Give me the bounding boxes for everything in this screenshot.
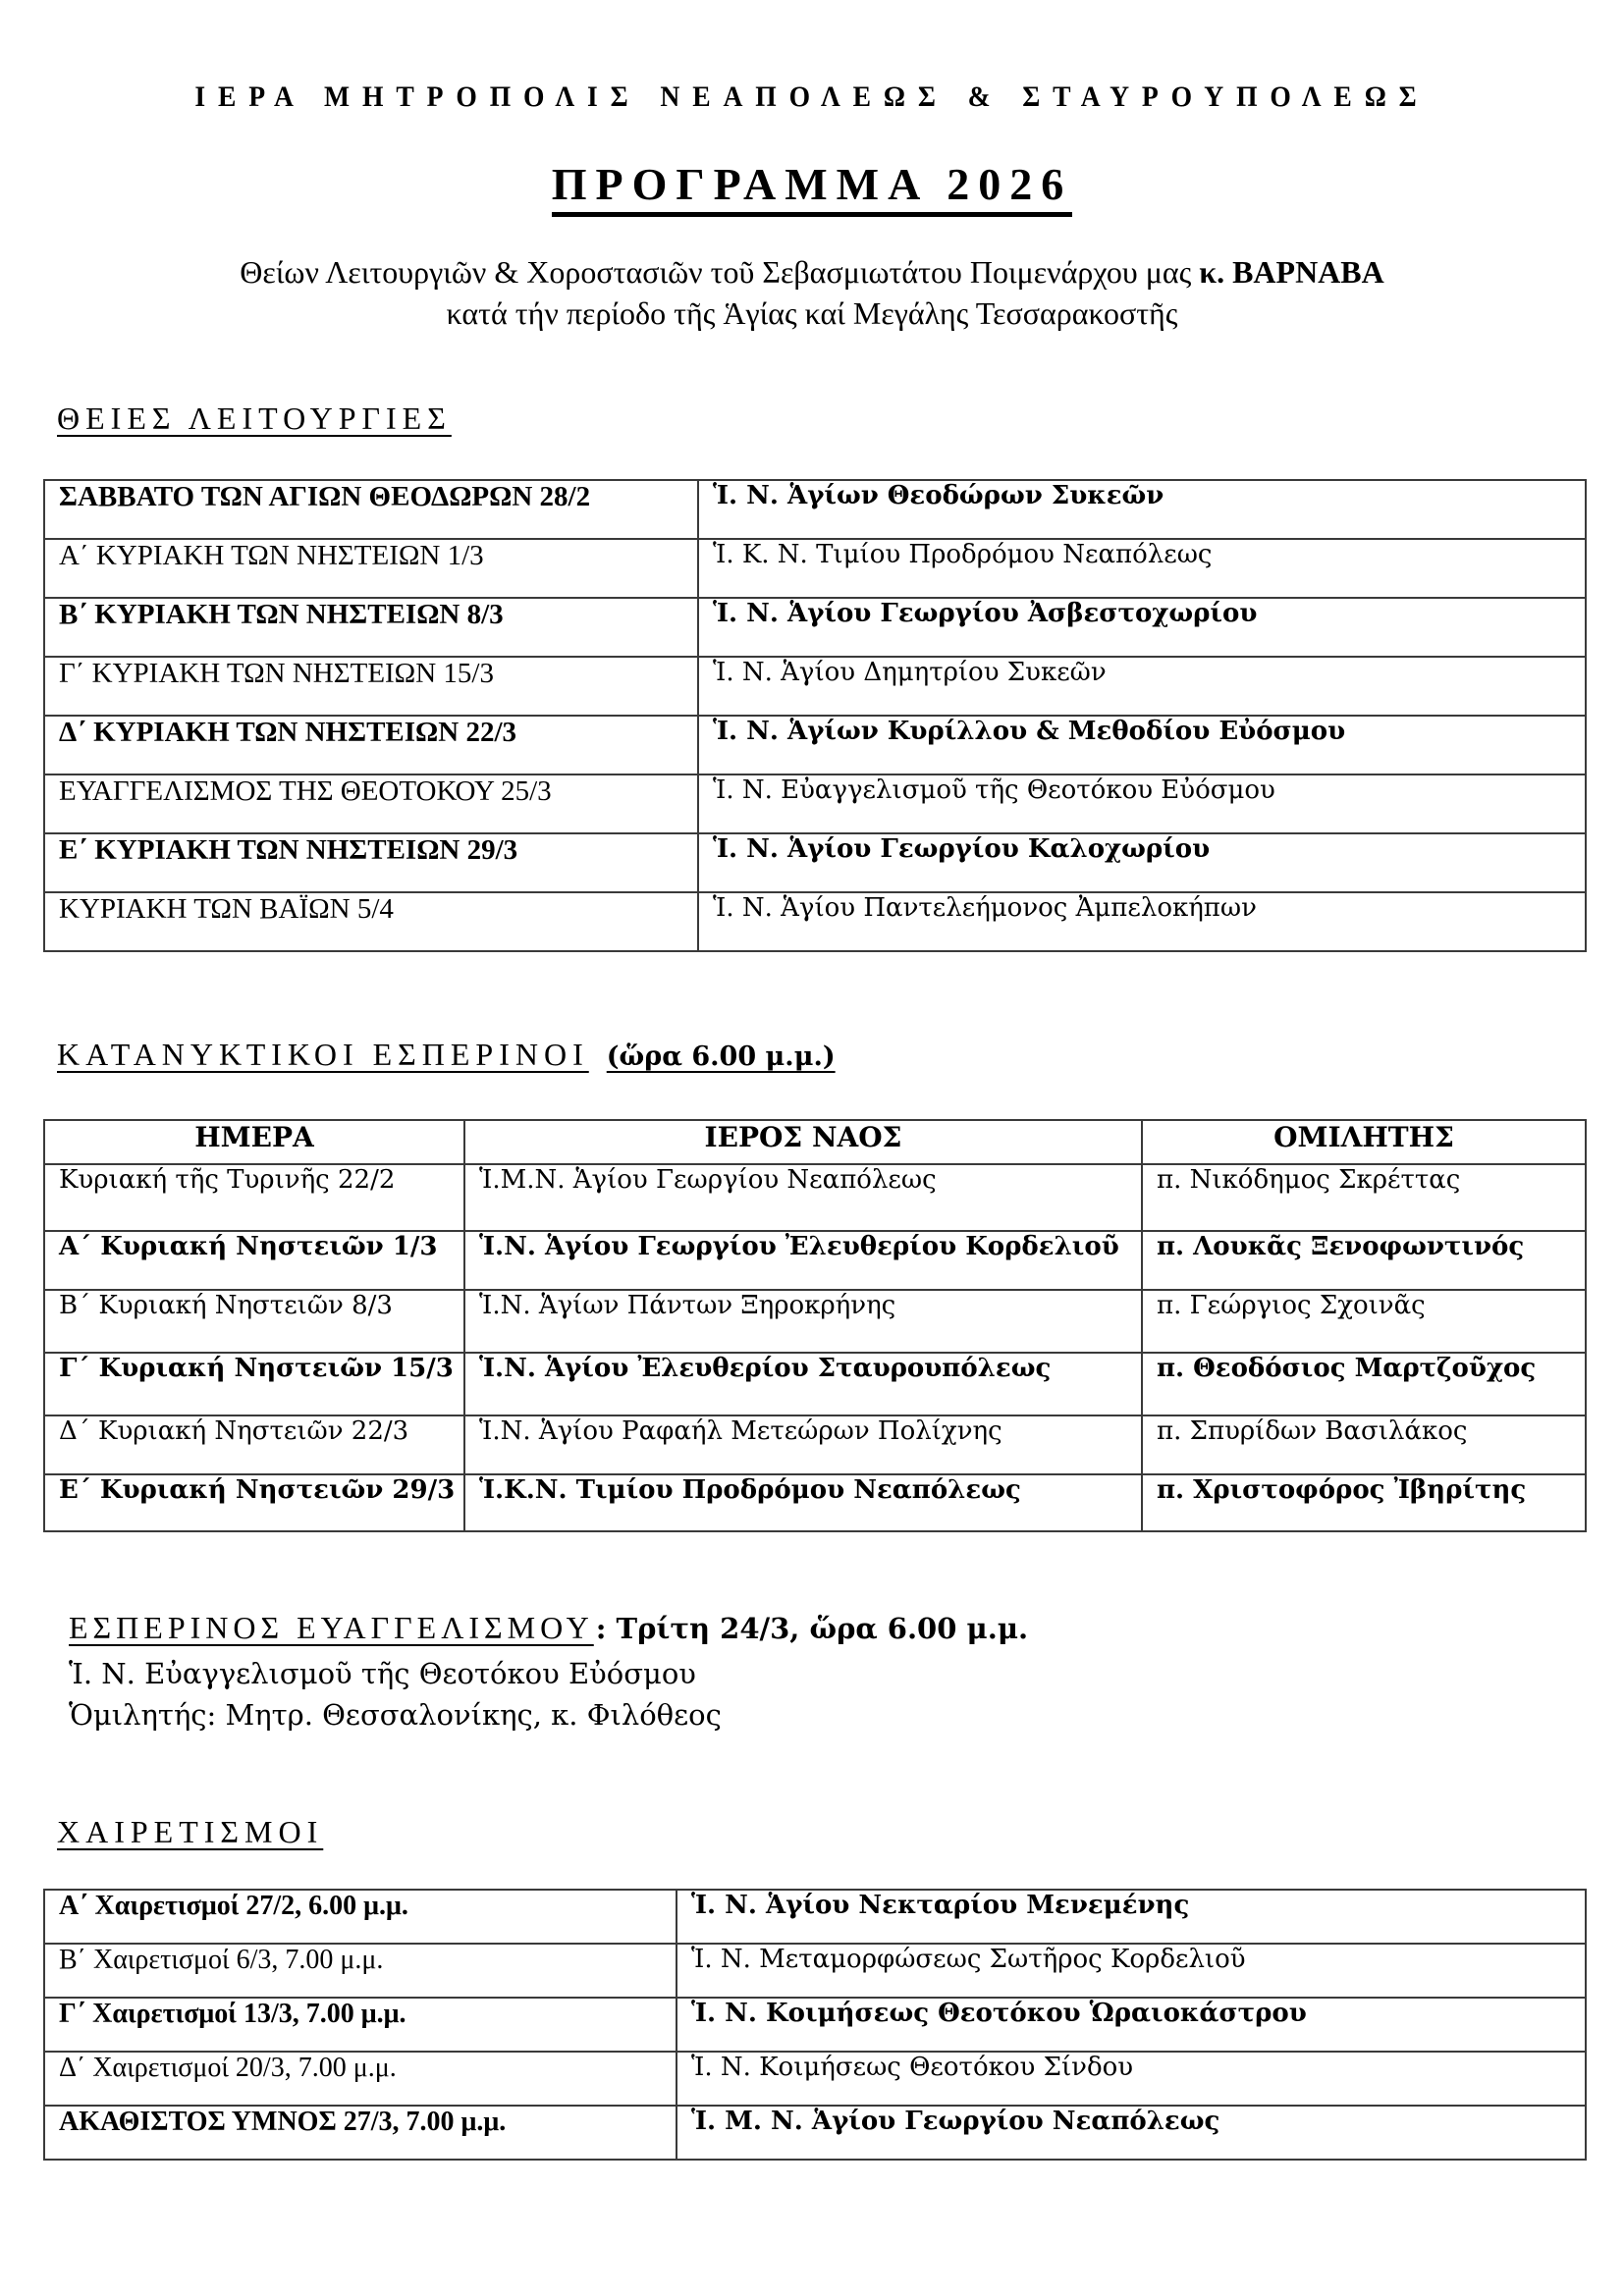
subtitle-line-1-text: Θείων Λειτουργιῶν & Χοροστασιῶν τοῦ Σεβασμιωτάτου Ποιμενάρχου μας — [240, 254, 1200, 290]
vespers-heading — [57, 1037, 836, 1073]
table-row — [44, 1474, 1586, 1531]
vespers-time-note: (ὥρα 6.00 μ.μ.) — [606, 1041, 836, 1072]
cell-day: Β΄ Χαιρετισμοί 6/3, 7.00 μ.μ. — [44, 1944, 677, 1998]
cell-day: Β΄ Κυριακή Νηστειῶν 8/3 — [44, 1290, 464, 1353]
cell-church: Ἱ. Ν. Ἁγίου Γεωργίου Καλοχωρίου — [698, 833, 1586, 892]
cell-church: Ἱ. Ν. Ἁγίου Παντελεήμονος Ἀμπελοκήπων — [698, 892, 1586, 951]
column-header-speaker: ΟΜΙΛΗΤΗΣ — [1142, 1120, 1586, 1164]
cell-church: Ἱ. Ν. Κοιμήσεως Θεοτόκου Ὡραιοκάστρου — [677, 1998, 1586, 2052]
cell-church: Ἱ. Ν. Μεταμορφώσεως Σωτῆρος Κορδελιοῦ — [677, 1944, 1586, 1998]
cell-church: Ἱ.Ν. Ἁγίου Ραφαήλ Μετεώρων Πολίχνης — [464, 1415, 1142, 1474]
cell-day: Β΄ ΚΥΡΙΑΚΗ ΤΩΝ ΝΗΣΤΕΙΩΝ 8/3 — [44, 598, 698, 657]
table-row — [44, 774, 1586, 833]
column-header-church: ΙΕΡΟΣ ΝΑΟΣ — [464, 1120, 1142, 1164]
subtitle-line-2: κατά τήν περίοδο τῆς Ἁγίας καί Μεγάλης Τεσσαρακοστῆς — [446, 295, 1178, 331]
cell-day: ΕΥΑΓΓΕΛΙΣΜΟΣ ΤΗΣ ΘΕΟΤΟΚΟΥ 25/3 — [44, 774, 698, 833]
program-title: ΠΡΟΓΡΑΜΜΑ 2026 — [552, 159, 1073, 217]
cell-speaker: π. Νικόδημος Σκρέττας — [1142, 1164, 1586, 1231]
table-row — [44, 1944, 1586, 1998]
table-row — [44, 1231, 1586, 1290]
cell-day: Δ΄ Κυριακή Νηστειῶν 22/3 — [44, 1415, 464, 1474]
table-row — [44, 1890, 1586, 1944]
cell-speaker: π. Λουκᾶς Ξενοφωντινός — [1142, 1231, 1586, 1290]
annunciation-heading-line — [69, 1610, 1028, 1646]
vespers-table-body — [44, 1164, 1586, 1531]
salutations-table — [43, 1889, 1587, 2161]
annunciation-speaker: Ὁμιλητής: Μητρ. Θεσσαλονίκης, κ. Φιλόθεος — [69, 1698, 722, 1732]
cell-day: Γ΄ ΚΥΡΙΑΚΗ ΤΩΝ ΝΗΣΤΕΙΩΝ 15/3 — [44, 657, 698, 716]
cell-church: Ἱ.Ν. Ἁγίου Ἐλευθερίου Σταυρουπόλεως — [464, 1353, 1142, 1415]
cell-church: Ἱ. Ν. Κοιμήσεως Θεοτόκου Σίνδου — [677, 2052, 1586, 2106]
annunciation-church: Ἱ. Ν. Εὐαγγελισμοῦ τῆς Θεοτόκου Εὐόσμου — [69, 1657, 696, 1690]
cell-church: Ἱ.Ν. Ἁγίου Γεωργίου Ἐλευθερίου Κορδελιοῦ — [464, 1231, 1142, 1290]
cell-church: Ἱ. Ν. Ἁγίου Δημητρίου Συκεῶν — [698, 657, 1586, 716]
table-row — [44, 2106, 1586, 2160]
subtitle — [0, 251, 1624, 334]
cell-church: Ἱ. Ν. Εὐαγγελισμοῦ τῆς Θεοτόκου Εὐόσμου — [698, 774, 1586, 833]
cell-speaker: π. Θεοδόσιος Μαρτζοῦχος — [1142, 1353, 1586, 1415]
table-row — [44, 1164, 1586, 1231]
table-row — [44, 539, 1586, 598]
cell-church: Ἱ.Μ.Ν. Ἁγίου Γεωργίου Νεαπόλεως — [464, 1164, 1142, 1231]
table-row — [44, 1353, 1586, 1415]
table-row — [44, 892, 1586, 951]
cell-day: Ε΄ ΚΥΡΙΑΚΗ ΤΩΝ ΝΗΣΤΕΙΩΝ 29/3 — [44, 833, 698, 892]
salutations-heading: ΧΑΙΡΕΤΙΣΜΟΙ — [57, 1814, 324, 1849]
cell-day: ΣΑΒΒΑΤΟ ΤΩΝ ΑΓΙΩΝ ΘΕΟΔΩΡΩΝ 28/2 — [44, 480, 698, 539]
annunciation-heading: ΕΣΠΕΡΙΝΟΣ ΕΥΑΓΓΕΛΙΣΜΟΥ — [69, 1610, 594, 1645]
cell-church: Ἱ. Ν. Ἁγίου Νεκταρίου Μενεμένης — [677, 1890, 1586, 1944]
cell-church: Ἱ. Ν. Ἁγίου Γεωργίου Ἀσβεστοχωρίου — [698, 598, 1586, 657]
cell-day: Ε΄ Κυριακή Νηστειῶν 29/3 — [44, 1474, 464, 1531]
table-row — [44, 1290, 1586, 1353]
cell-day: Γ΄ Κυριακή Νηστειῶν 15/3 — [44, 1353, 464, 1415]
cell-day: Α΄ Χαιρετισμοί 27/2, 6.00 μ.μ. — [44, 1890, 677, 1944]
cell-church: Ἱ.Κ.Ν. Τιμίου Προδρόμου Νεαπόλεως — [464, 1474, 1142, 1531]
liturgies-table-body — [44, 480, 1586, 951]
subtitle-line-1 — [0, 251, 1624, 293]
cell-church: Ἱ. Ν. Ἁγίων Θεοδώρων Συκεῶν — [698, 480, 1586, 539]
cell-speaker: π. Γεώργιος Σχοινᾶς — [1142, 1290, 1586, 1353]
cell-day: Γ΄ Χαιρετισμοί 13/3, 7.00 μ.μ. — [44, 1998, 677, 2052]
cell-day: Δ΄ ΚΥΡΙΑΚΗ ΤΩΝ ΝΗΣΤΕΙΩΝ 22/3 — [44, 716, 698, 774]
liturgies-table — [43, 479, 1587, 952]
vespers-heading-text: ΚΑΤΑΝΥΚΤΙΚΟΙ ΕΣΠΕΡΙΝΟΙ — [57, 1037, 589, 1072]
salutations-table-body — [44, 1890, 1586, 2160]
vespers-header-row — [44, 1120, 1586, 1164]
cell-church: Ἱ. Ν. Ἁγίων Κυρίλλου & Μεθοδίου Εὐόσμου — [698, 716, 1586, 774]
cell-day: ΚΥΡΙΑΚΗ ΤΩΝ ΒΑΪΩΝ 5/4 — [44, 892, 698, 951]
cell-day: Δ΄ Χαιρετισμοί 20/3, 7.00 μ.μ. — [44, 2052, 677, 2106]
table-row — [44, 2052, 1586, 2106]
table-row — [44, 657, 1586, 716]
annunciation-when: : Τρίτη 24/3, ὥρα 6.00 μ.μ. — [595, 1612, 1029, 1645]
cell-day: Κυριακή τῆς Τυρινῆς 22/2 — [44, 1164, 464, 1231]
liturgies-heading: ΘΕΙΕΣ ΛΕΙΤΟΥΡΓΙΕΣ — [57, 400, 452, 436]
program-title-wrap — [0, 159, 1624, 217]
cell-speaker: π. Χριστοφόρος Ἰβηρίτης — [1142, 1474, 1586, 1531]
bishop-name: κ. ΒΑΡΝΑΒΑ — [1199, 254, 1384, 290]
cell-church: Ἱ. Κ. Ν. Τιμίου Προδρόμου Νεαπόλεως — [698, 539, 1586, 598]
table-row — [44, 1998, 1586, 2052]
table-row — [44, 833, 1586, 892]
table-row — [44, 598, 1586, 657]
vespers-table — [43, 1119, 1587, 1532]
cell-church: Ἱ. Μ. Ν. Ἁγίου Γεωργίου Νεαπόλεως — [677, 2106, 1586, 2160]
cell-day: Α΄ Κυριακή Νηστειῶν 1/3 — [44, 1231, 464, 1290]
table-row — [44, 716, 1586, 774]
cell-day: Α΄ ΚΥΡΙΑΚΗ ΤΩΝ ΝΗΣΤΕΙΩΝ 1/3 — [44, 539, 698, 598]
metropolis-name: ΙΕΡΑ ΜΗΤΡΟΠΟΛΙΣ ΝΕΑΠΟΛΕΩΣ & ΣΤΑΥΡΟΥΠΟΛΕΩΣ — [194, 80, 1430, 113]
cell-church: Ἱ.Ν. Ἁγίων Πάντων Ξηροκρήνης — [464, 1290, 1142, 1353]
table-row — [44, 1415, 1586, 1474]
cell-day: ΑΚΑΘΙΣΤΟΣ ΥΜΝΟΣ 27/3, 7.00 μ.μ. — [44, 2106, 677, 2160]
column-header-day: ΗΜΕΡΑ — [44, 1120, 464, 1164]
table-row — [44, 480, 1586, 539]
cell-speaker: π. Σπυρίδων Βασιλάκος — [1142, 1415, 1586, 1474]
